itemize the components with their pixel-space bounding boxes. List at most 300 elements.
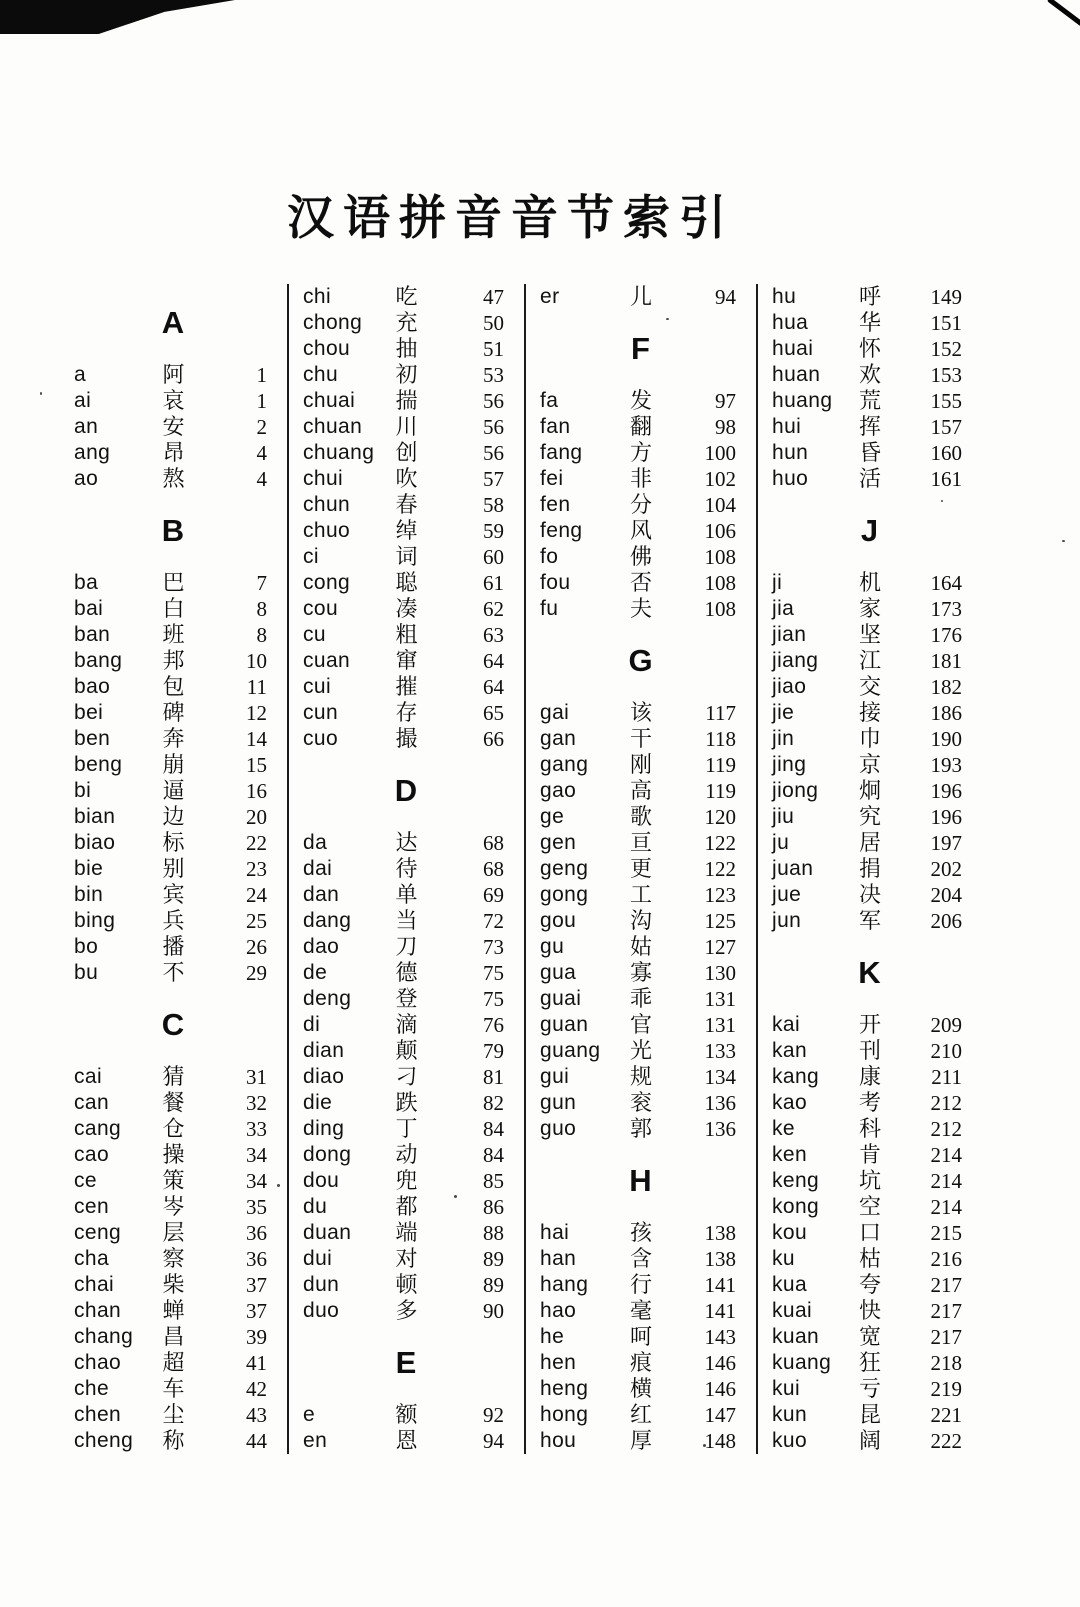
example-character: 德: [395, 960, 418, 985]
example-character: 挥: [858, 414, 882, 439]
index-entry-fo: [526, 544, 756, 570]
pinyin-syllable: guan: [540, 1013, 589, 1036]
page-number: 196: [930, 805, 962, 829]
example-character: 儿: [629, 284, 653, 309]
page-number: 92: [483, 1403, 504, 1427]
pinyin-syllable: chuai: [303, 389, 356, 412]
page-number: 164: [930, 571, 962, 595]
page-number: 127: [704, 935, 736, 959]
blank-cell: [526, 1194, 756, 1220]
page-number: 76: [483, 1013, 504, 1037]
pinyin-syllable: bie: [74, 857, 104, 880]
pinyin-syllable: bo: [74, 935, 99, 958]
page-number: 151: [930, 311, 962, 335]
pinyin-syllable: jin: [772, 727, 795, 750]
page-number: 206: [930, 909, 962, 933]
example-character: 狂: [858, 1350, 882, 1375]
page-number: 36: [246, 1221, 267, 1245]
example-character: 高: [629, 778, 653, 803]
pinyin-syllable: dang: [303, 909, 352, 932]
example-character: 衮: [629, 1090, 653, 1115]
example-character: 毫: [629, 1298, 653, 1323]
page-number: 157: [930, 415, 962, 439]
page-number: 190: [930, 727, 962, 751]
pinyin-syllable: fou: [540, 571, 571, 594]
example-character: 额: [395, 1402, 418, 1427]
page-number: 15: [246, 753, 267, 777]
example-character: 顿: [395, 1272, 418, 1297]
example-character: 超: [162, 1350, 185, 1375]
pinyin-syllable: chai: [74, 1273, 115, 1296]
example-character: 更: [629, 856, 653, 881]
index-entry-juan: [758, 856, 982, 882]
pinyin-syllable: cha: [74, 1247, 110, 1270]
pinyin-syllable: gao: [540, 779, 577, 802]
example-character: 兜: [395, 1168, 418, 1193]
pinyin-syllable: dai: [303, 857, 333, 880]
index-entry-bin: [60, 882, 287, 908]
index-entry-kuang: [758, 1350, 982, 1376]
example-character: 窜: [395, 648, 418, 673]
index-entry-jian: [758, 622, 982, 648]
index-entry-cen: [60, 1194, 287, 1220]
page-number: 108: [704, 597, 736, 621]
example-character: 夸: [858, 1272, 882, 1297]
index-entry-chai: [60, 1272, 287, 1298]
page-number: 98: [715, 415, 736, 439]
index-entry-cai: [60, 1064, 287, 1090]
pinyin-syllable: en: [303, 1429, 328, 1452]
pinyin-syllable: cuan: [303, 649, 351, 672]
page-number: 89: [483, 1273, 504, 1297]
index-entry-ci: [289, 544, 524, 570]
index-column-2: [287, 284, 524, 1454]
pinyin-syllable: fan: [540, 415, 571, 438]
page-number: 149: [930, 285, 962, 309]
index-entry-ben: [60, 726, 287, 752]
pinyin-syllable: geng: [540, 857, 589, 880]
example-character: 丁: [395, 1116, 418, 1141]
page-number: 131: [704, 987, 736, 1011]
example-character: 怀: [858, 336, 882, 361]
example-character: 方: [629, 440, 653, 465]
page-number: 86: [483, 1195, 504, 1219]
index-entry-bai: [60, 596, 287, 622]
index-entry-ken: [758, 1142, 982, 1168]
pinyin-syllable: bai: [74, 597, 104, 620]
page-number: 119: [705, 779, 736, 803]
section-header-J: [758, 513, 982, 548]
example-character: 厚: [629, 1428, 653, 1453]
example-character: 刁: [395, 1064, 418, 1089]
page-number: 50: [483, 311, 504, 335]
page-number: 182: [930, 675, 962, 699]
pinyin-syllable: hai: [540, 1221, 570, 1244]
example-character: 肯: [858, 1142, 882, 1167]
page-number: 173: [930, 597, 962, 621]
page-number: 62: [483, 597, 504, 621]
example-character: 痕: [629, 1350, 653, 1375]
example-character: 多: [395, 1298, 418, 1323]
pinyin-syllable: chong: [303, 311, 363, 334]
page-number: 75: [483, 961, 504, 985]
pinyin-syllable: kao: [772, 1091, 808, 1114]
section-header-C: [60, 1007, 287, 1042]
example-character: 炯: [858, 778, 882, 803]
index-entry-cong: [289, 570, 524, 596]
pinyin-syllable: dian: [303, 1039, 345, 1062]
pinyin-syllable: chang: [74, 1325, 134, 1348]
page-number: 131: [704, 1013, 736, 1037]
page-number: 56: [483, 441, 504, 465]
index-entry-guai: [526, 986, 756, 1012]
index-entry-kan: [758, 1038, 982, 1064]
page-number: 217: [930, 1299, 962, 1323]
page-number: 161: [930, 467, 962, 491]
index-entry-hou: [526, 1428, 756, 1454]
index-entry-cuo: [289, 726, 524, 752]
page-number: 26: [246, 935, 267, 959]
index-entry-a: [60, 362, 287, 388]
pinyin-syllable: gou: [540, 909, 577, 932]
pinyin-syllable: jia: [772, 597, 795, 620]
example-character: 撮: [395, 726, 418, 751]
section-header-K: [758, 955, 982, 990]
page-number: 31: [246, 1065, 267, 1089]
pinyin-syllable: ke: [772, 1117, 795, 1140]
page-number: 68: [483, 857, 504, 881]
index-entry-chang: [60, 1324, 287, 1350]
index-entry-bi: [60, 778, 287, 804]
blank-cell: [526, 362, 756, 388]
page-number: 36: [246, 1247, 267, 1271]
pinyin-syllable: ao: [74, 467, 99, 490]
index-entry-can: [60, 1090, 287, 1116]
index-entry-cuan: [289, 648, 524, 674]
pinyin-syllable: feng: [540, 519, 583, 542]
example-character: 昌: [162, 1324, 185, 1349]
page-number: 211: [931, 1065, 962, 1089]
page-number: 72: [483, 909, 504, 933]
page-number: 65: [483, 701, 504, 725]
pinyin-syllable: ji: [772, 571, 783, 594]
index-entry-han: [526, 1246, 756, 1272]
pinyin-syllable: jiang: [772, 649, 819, 672]
page-number: 209: [930, 1013, 962, 1037]
page-number: 155: [930, 389, 962, 413]
example-character: 康: [858, 1064, 882, 1089]
page-number: 84: [483, 1143, 504, 1167]
page-number: 33: [246, 1117, 267, 1141]
index-entry-ang: [60, 440, 287, 466]
page-number: 152: [930, 337, 962, 361]
example-character: 行: [629, 1272, 653, 1297]
page-number: 56: [483, 389, 504, 413]
example-character: 该: [629, 700, 653, 725]
index-entry-chan: [60, 1298, 287, 1324]
index-entry-kua: [758, 1272, 982, 1298]
section-letter: K: [858, 955, 882, 990]
section-header-G: [526, 643, 756, 678]
pinyin-syllable: fa: [540, 389, 559, 412]
example-character: 哀: [162, 388, 185, 413]
index-entry-jue: [758, 882, 982, 908]
example-character: 尘: [162, 1402, 185, 1427]
index-column-4: [756, 284, 982, 1454]
pinyin-syllable: kai: [772, 1013, 801, 1036]
page-number: 136: [704, 1091, 736, 1115]
index-entry-ao: [60, 466, 287, 492]
page-number: 64: [483, 675, 504, 699]
page-number: 88: [483, 1221, 504, 1245]
section-header-D: [289, 773, 524, 808]
index-entry-dui: [289, 1246, 524, 1272]
pinyin-syllable: ban: [74, 623, 111, 646]
example-character: 熬: [162, 466, 185, 491]
pinyin-syllable: huang: [772, 389, 833, 412]
page-number: 37: [246, 1299, 267, 1323]
index-entry-fei: [526, 466, 756, 492]
pinyin-syllable: hong: [540, 1403, 589, 1426]
page-number: 210: [930, 1039, 962, 1063]
page-number: 25: [246, 909, 267, 933]
index-column-1: [60, 284, 287, 1454]
pinyin-syllable: a: [74, 363, 87, 386]
index-entry-jiao: [758, 674, 982, 700]
index-entry-gua: [526, 960, 756, 986]
pinyin-syllable: bian: [74, 805, 116, 828]
pinyin-syllable: duan: [303, 1221, 352, 1244]
index-entry-guan: [526, 1012, 756, 1038]
pinyin-syllable: kui: [772, 1377, 801, 1400]
page-number: 7: [256, 571, 267, 595]
index-entry-chong: [289, 310, 524, 336]
index-entry-bei: [60, 700, 287, 726]
index-entry-chuang: [289, 440, 524, 466]
pinyin-syllable: beng: [74, 753, 123, 776]
index-entry-bing: [60, 908, 287, 934]
index-entry-kuo: [758, 1428, 982, 1454]
example-character: 达: [395, 830, 418, 855]
index-entry-bang: [60, 648, 287, 674]
example-character: 存: [395, 700, 418, 725]
blank-cell: [60, 544, 287, 570]
example-character: 凑: [395, 596, 418, 621]
blank-cell: [526, 674, 756, 700]
example-character: 开: [858, 1012, 882, 1037]
example-character: 巴: [162, 570, 185, 595]
page-number: 73: [483, 935, 504, 959]
page-number: 1: [256, 363, 267, 387]
example-character: 车: [162, 1376, 185, 1401]
example-character: 聪: [395, 570, 418, 595]
example-character: 宽: [858, 1324, 882, 1349]
index-entry-die: [289, 1090, 524, 1116]
index-entry-dun: [289, 1272, 524, 1298]
page-number: 212: [930, 1091, 962, 1115]
pinyin-syllable: ci: [303, 545, 319, 568]
pinyin-syllable: ba: [74, 571, 99, 594]
example-character: 刀: [395, 934, 418, 959]
example-character: 边: [162, 804, 185, 829]
example-character: 充: [395, 310, 418, 335]
index-entry-fen: [526, 492, 756, 518]
pinyin-syllable: kun: [772, 1403, 808, 1426]
scan-speck: [40, 392, 42, 395]
pinyin-syllable: cang: [74, 1117, 122, 1140]
page-number: 100: [704, 441, 736, 465]
page-number: 181: [930, 649, 962, 673]
pinyin-syllable: an: [74, 415, 99, 438]
page-number: 212: [930, 1117, 962, 1141]
page-number: 94: [483, 1429, 504, 1453]
pinyin-syllable: dan: [303, 883, 340, 906]
index-entry-hui: [758, 414, 982, 440]
example-character: 京: [858, 752, 882, 777]
index-entry-jie: [758, 700, 982, 726]
example-character: 寡: [629, 960, 653, 985]
example-character: 兵: [162, 908, 185, 933]
example-character: 昏: [858, 440, 882, 465]
page-number: 47: [483, 285, 504, 309]
page-number: 214: [930, 1169, 962, 1193]
index-entry-cheng: [60, 1428, 287, 1454]
example-character: 非: [629, 466, 653, 491]
index-column-3: [524, 284, 756, 1454]
page-number: 134: [704, 1065, 736, 1089]
pinyin-syllable: kou: [772, 1221, 808, 1244]
page-number: 57: [483, 467, 504, 491]
pinyin-syllable: ai: [74, 389, 92, 412]
index-entry-dao: [289, 934, 524, 960]
page-number: 219: [930, 1377, 962, 1401]
example-character: 初: [395, 362, 418, 387]
example-character: 摧: [395, 674, 418, 699]
page-number: 16: [246, 779, 267, 803]
example-character: 揣: [395, 388, 418, 413]
page-number: 89: [483, 1247, 504, 1271]
pinyin-syllable: er: [540, 285, 560, 308]
index-entry-chun: [289, 492, 524, 518]
pinyin-syllable: ben: [74, 727, 111, 750]
example-character: 察: [162, 1246, 185, 1271]
index-entry-ceng: [60, 1220, 287, 1246]
page-number: 68: [483, 831, 504, 855]
page-number: 119: [705, 753, 736, 777]
pinyin-syllable: juan: [772, 857, 814, 880]
page-number: 120: [704, 805, 736, 829]
index-entry-deng: [289, 986, 524, 1012]
pinyin-syllable: kuo: [772, 1429, 808, 1452]
page-number: 85: [483, 1169, 504, 1193]
pinyin-syllable: chun: [303, 493, 351, 516]
index-entry-chen: [60, 1402, 287, 1428]
pinyin-syllable: jiu: [772, 805, 795, 828]
index-entry-gong: [526, 882, 756, 908]
index-entry-bian: [60, 804, 287, 830]
index-entry-huo: [758, 466, 982, 492]
scan-artifact-top-left: [0, 0, 235, 34]
index-entry-guang: [526, 1038, 756, 1064]
pinyin-syllable: ceng: [74, 1221, 122, 1244]
pinyin-syllable: gong: [540, 883, 589, 906]
index-entry-che: [60, 1376, 287, 1402]
example-character: 安: [162, 414, 185, 439]
pinyin-syllable: da: [303, 831, 328, 854]
pinyin-syllable: chuan: [303, 415, 363, 438]
page-number: 146: [704, 1351, 736, 1375]
pinyin-syllable: du: [303, 1195, 328, 1218]
pinyin-syllable: he: [540, 1325, 565, 1348]
example-character: 干: [629, 726, 653, 751]
example-character: 白: [162, 596, 185, 621]
page-number: 23: [246, 857, 267, 881]
page-number: 12: [246, 701, 267, 725]
pinyin-syllable: cong: [303, 571, 351, 594]
example-character: 乖: [629, 986, 653, 1011]
page-number: 20: [246, 805, 267, 829]
pinyin-syllable: hou: [540, 1429, 577, 1452]
example-character: 空: [858, 1194, 882, 1219]
pinyin-syllable: chuo: [303, 519, 351, 542]
section-letter: F: [631, 331, 651, 366]
example-character: 跌: [395, 1090, 418, 1115]
index-entry-jun: [758, 908, 982, 934]
page-number: 64: [483, 649, 504, 673]
example-character: 对: [395, 1246, 418, 1271]
index-entry-en: [289, 1428, 524, 1454]
example-character: 坚: [858, 622, 882, 647]
page-number: 218: [930, 1351, 962, 1375]
pinyin-syllable: gang: [540, 753, 589, 776]
section-letter: J: [860, 513, 880, 548]
example-character: 郭: [629, 1116, 653, 1141]
pinyin-syllable: jian: [772, 623, 807, 646]
page-number: 141: [704, 1273, 736, 1297]
page-number: 123: [704, 883, 736, 907]
index-entry-jia: [758, 596, 982, 622]
index-entry-bu: [60, 960, 287, 986]
example-character: 刊: [858, 1038, 882, 1063]
index-entry-ke: [758, 1116, 982, 1142]
pinyin-syllable: cheng: [74, 1429, 134, 1452]
pinyin-syllable: huo: [772, 467, 809, 490]
example-character: 华: [858, 310, 882, 335]
index-entry-chuan: [289, 414, 524, 440]
example-character: 江: [858, 648, 882, 673]
index-entry-dian: [289, 1038, 524, 1064]
index-entry-keng: [758, 1168, 982, 1194]
pinyin-syllable: gen: [540, 831, 577, 854]
example-character: 单: [395, 882, 418, 907]
page-number: 133: [704, 1039, 736, 1063]
pinyin-syllable: ding: [303, 1117, 345, 1140]
index-entry-jiong: [758, 778, 982, 804]
pinyin-syllable: bin: [74, 883, 104, 906]
index-entry-huan: [758, 362, 982, 388]
example-character: 欢: [858, 362, 882, 387]
index-entry-kun: [758, 1402, 982, 1428]
example-character: 称: [162, 1428, 185, 1453]
pinyin-syllable: gai: [540, 701, 570, 724]
index-entry-bie: [60, 856, 287, 882]
example-character: 居: [858, 830, 882, 855]
pinyin-syllable-index-table: [60, 284, 982, 1454]
page-number: 63: [483, 623, 504, 647]
page-number: 90: [483, 1299, 504, 1323]
page-number: 10: [246, 649, 267, 673]
page-number: 42: [246, 1377, 267, 1401]
